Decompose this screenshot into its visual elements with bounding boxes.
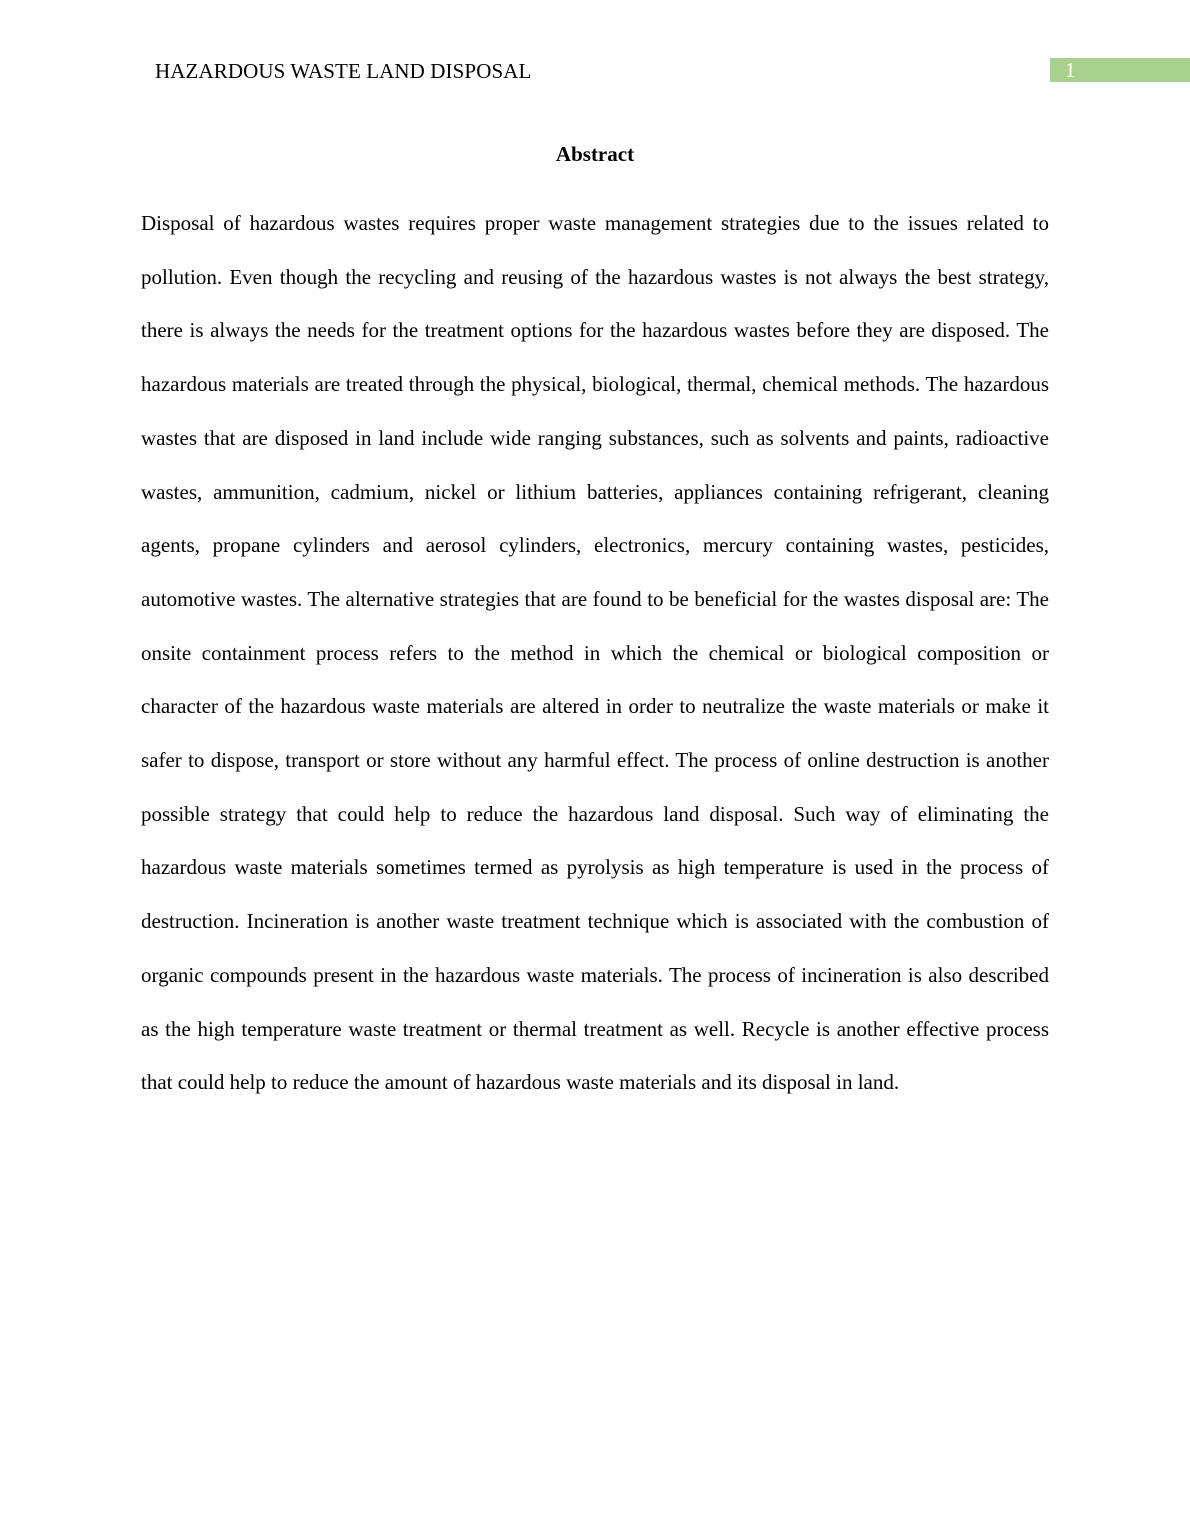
page-number-box	[1050, 58, 1190, 82]
abstract-body: Disposal of hazardous wastes requires proper waste management strategies due to the issues related to pollution. Even though the recycling and reusing of the hazardous wastes is not always the best strategy, there is always the needs for the treatment options for the hazardous wastes before they are disposed. The hazardous materials are treated through the physical, biological, thermal, chemical methods. The hazardous wastes that are disposed in land include wide ranging substances, such as solvents and paints, radioactive wastes, ammunition, cadmium, nickel or lithium batteries, appliances containing refrigerant, cleaning agents, propane cylinders and aerosol cylinders, electronics, mercury containing wastes, pesticides, automotive wastes. The alternative strategies that are found to be beneficial for the wastes disposal are: The onsite containment process refers to the method in which the chemical or biological composition or character of the hazardous waste materials are altered in order to neutralize the waste materials or make it safer to dispose, transport or store without any harmful effect. The process of online destruction is another possible strategy that could help to reduce the hazardous land disposal. Such way of eliminating the hazardous waste materials sometimes termed as pyrolysis as high temperature is used in the process of destruction. Incineration is another waste treatment technique which is associated with the combustion of organic compounds present in the hazardous waste materials. The process of incineration is also described as the high temperature waste treatment or thermal treatment as well. Recycle is another effective process that could help to reduce the amount of hazardous waste materials and its disposal in land.	[141, 211, 1049, 1095]
running-head: HAZARDOUS WASTE LAND DISPOSAL	[155, 59, 532, 83]
page-number: 1	[1065, 58, 1076, 82]
abstract-title: Abstract	[555, 142, 635, 166]
